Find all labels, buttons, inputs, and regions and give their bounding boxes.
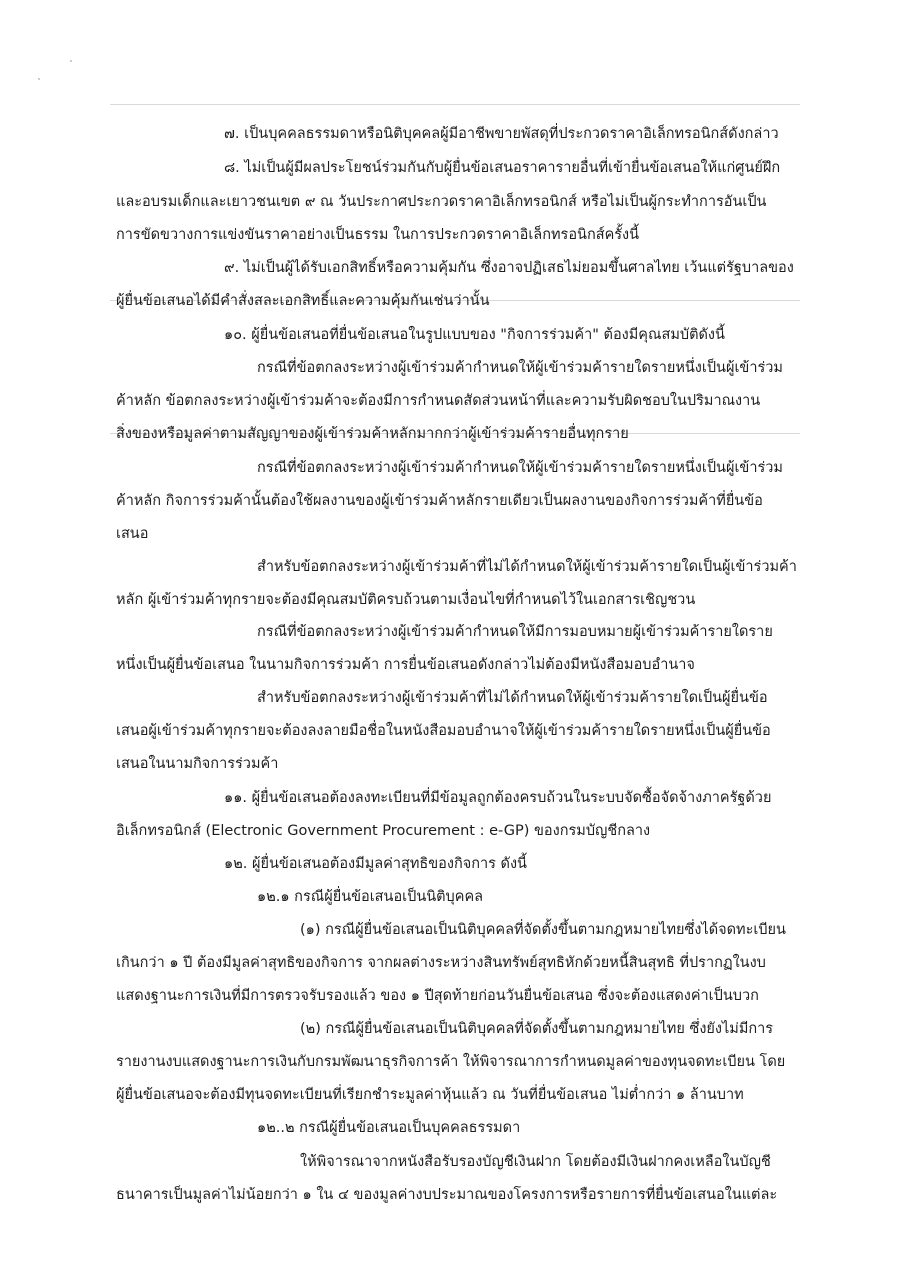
scan-rule: [110, 104, 800, 105]
clause-10-case-1-cont: ค้าหลัก ข้อตกลงระหว่างผู้เข้าร่วมค้าจะต้องมีการกำหนดสัดส่วนหน้าที่และความรับผิดชอบในปริมาณงาน: [116, 393, 761, 409]
clause-8: ๘. ไม่เป็นผู้มีผลประโยชน์ร่วมกันกับผู้ยื่นข้อเสนอราคารายอื่นที่เข้ายื่นข้อเสนอให้แก่ศูนย์ฝึก: [224, 160, 781, 176]
scan-speck: [38, 78, 40, 80]
clause-12: ๑๒. ผู้ยื่นข้อเสนอต้องมีมูลค่าสุทธิของกิจการ ดังนี้: [224, 856, 527, 872]
clause-10-case-2-cont: ค้าหลัก กิจการร่วมค้านั้นต้องใช้ผลงานของผู้เข้าร่วมค้าหลักรายเดียวเป็นผลงานของกิจการร่วมค้าที่ยื่นข้อ: [116, 493, 763, 509]
clause-8-cont: และอบรมเด็กและเยาวชนเขต ๙ ณ วันประกาศประกวดราคาอิเล็กทรอนิกส์ หรือไม่เป็นผู้กระทำการอันเป็น: [116, 194, 767, 210]
clause-12-1-b-cont: รายงานงบแสดงฐานะการเงินกับกรมพัฒนาธุรกิจการค้า ให้พิจารณาการกำหนดมูลค่าของทุนจดทะเบียน โดย: [116, 1054, 786, 1070]
clause-12-1-b: (๒) กรณีผู้ยื่นข้อเสนอเป็นนิติบุคคลที่จัดตั้งขึ้นตามกฎหมายไทย ซึ่งยังไม่มีการ: [300, 1021, 774, 1037]
clause-10-case-1-cont: สิ่งของหรือมูลค่าตามสัญญาของผู้เข้าร่วมค้าหลักมากกว่าผู้เข้าร่วมค้ารายอื่นทุกราย: [116, 426, 629, 442]
clause-10-case-5-cont: เสนอในนามกิจการร่วมค้า: [116, 756, 279, 772]
clause-10: ๑๐. ผู้ยื่นข้อเสนอที่ยื่นข้อเสนอในรูปแบบของ "กิจการร่วมค้า" ต้องมีคุณสมบัติดังนี้: [224, 327, 725, 343]
clause-11: ๑๑. ผู้ยื่นข้อเสนอต้องลงทะเบียนที่มีข้อมูลถูกต้องครบถ้วนในระบบจัดซื้อจัดจ้างภาครัฐด้วย: [224, 790, 772, 806]
clause-10-case-4-cont: หนึ่งเป็นผู้ยื่นข้อเสนอ ในนามกิจการร่วมค้า การยื่นข้อเสนอดังกล่าวไม่ต้องมีหนังสือมอบอำนาจ: [116, 657, 695, 673]
clause-12-2-cont: ธนาคารเป็นมูลค่าไม่น้อยกว่า ๑ ใน ๔ ของมูลค่างบประมาณของโครงการหรือรายการที่ยื่นข้อเสนอในแต่ละ: [116, 1187, 778, 1203]
scan-speck: [70, 60, 72, 62]
clause-10-case-2: กรณีที่ข้อตกลงระหว่างผู้เข้าร่วมค้ากำหนดให้ผู้เข้าร่วมค้ารายใดรายหนึ่งเป็นผู้เข้าร่วม: [257, 460, 783, 476]
clause-12-1-a-cont: เกินกว่า ๑ ปี ต้องมีมูลค่าสุทธิของกิจการ จากผลต่างระหว่างสินทรัพย์สุทธิหักด้วยหนี้สินสุทธิ ที่ปรากฏในงบ: [116, 955, 766, 971]
clause-10-case-5-cont: เสนอผู้เข้าร่วมค้าทุกรายจะต้องลงลายมือชื่อในหนังสือมอบอำนาจให้ผู้เข้าร่วมค้ารายใดรายหนึ่งเป็นผู้ยื่นข้อ: [116, 723, 771, 739]
clause-10-case-5: สำหรับข้อตกลงระหว่างผู้เข้าร่วมค้าที่ไม่ได้กำหนดให้ผู้เข้าร่วมค้ารายใดเป็นผู้ยื่นข้อ: [257, 690, 768, 706]
clause-12-1-b-cont: ผู้ยื่นข้อเสนอจะต้องมีทุนจดทะเบียนที่เรียกชำระมูลค่าหุ้นแล้ว ณ วันที่ยื่นข้อเสนอ ไม่ต่ำกว่า ๑ ล้านบาท: [116, 1087, 744, 1103]
clause-10-case-3-cont: หลัก ผู้เข้าร่วมค้าทุกรายจะต้องมีคุณสมบัติครบถ้วนตามเงื่อนไขที่กำหนดไว้ในเอกสารเชิญชวน: [116, 592, 696, 608]
clause-9-cont: ผู้ยื่นข้อเสนอได้มีคำสั่งสละเอกสิทธิ์และความคุ้มกันเช่นว่านั้น: [116, 293, 490, 309]
clause-10-case-2-cont: เสนอ: [116, 526, 149, 542]
clause-10-case-3: สำหรับข้อตกลงระหว่างผู้เข้าร่วมค้าที่ไม่ได้กำหนดให้ผู้เข้าร่วมค้ารายใดเป็นผู้เข้าร่วมค้า: [257, 559, 797, 575]
clause-10-case-4: กรณีที่ข้อตกลงระหว่างผู้เข้าร่วมค้ากำหนดให้มีการมอบหมายผู้เข้าร่วมค้ารายใดราย: [257, 624, 773, 640]
clause-12-1: ๑๒.๑ กรณีผู้ยื่นข้อเสนอเป็นนิติบุคคล: [257, 889, 484, 905]
clause-11-cont: อิเล็กทรอนิกส์ (Electronic Government Procurement : e-GP) ของกรมบัญชีกลาง: [116, 823, 651, 839]
clause-12-1-a: (๑) กรณีผู้ยื่นข้อเสนอเป็นนิติบุคคลที่จัดตั้งขึ้นตามกฎหมายไทยซึ่งได้จดทะเบียน: [300, 922, 786, 938]
clause-9: ๙. ไม่เป็นผู้ได้รับเอกสิทธิ์หรือความคุ้มกัน ซึ่งอาจปฏิเสธไม่ยอมขึ้นศาลไทย เว้นแต่รัฐบาลของ: [224, 260, 794, 276]
clause-8-cont: การขัดขวางการแข่งขันราคาอย่างเป็นธรรม ในการประกวดราคาอิเล็กทรอนิกส์ครั้งนี้: [116, 227, 640, 243]
clause-12-1-a-cont: แสดงฐานะการเงินที่มีการตรวจรับรองแล้ว ของ ๑ ปีสุดท้ายก่อนวันยื่นข้อเสนอ ซึ่งจะต้องแสดงค่าเป็นบวก: [116, 988, 759, 1004]
clause-7: ๗. เป็นบุคคลธรรมดาหรือนิติบุคคลผู้มีอาชีพขายพัสดุที่ประกวดราคาอิเล็กทรอนิกส์ดังกล่าว: [224, 126, 779, 142]
clause-10-case-1: กรณีที่ข้อตกลงระหว่างผู้เข้าร่วมค้ากำหนดให้ผู้เข้าร่วมค้ารายใดรายหนึ่งเป็นผู้เข้าร่วม: [257, 360, 783, 376]
clause-12-2: ๑๒..๒ กรณีผู้ยื่นข้อเสนอเป็นบุคคลธรรมดา: [257, 1120, 521, 1136]
clause-12-2-text: ให้พิจารณาจากหนังสือรับรองบัญชีเงินฝาก โดยต้องมีเงินฝากคงเหลือในบัญชี: [300, 1154, 771, 1170]
